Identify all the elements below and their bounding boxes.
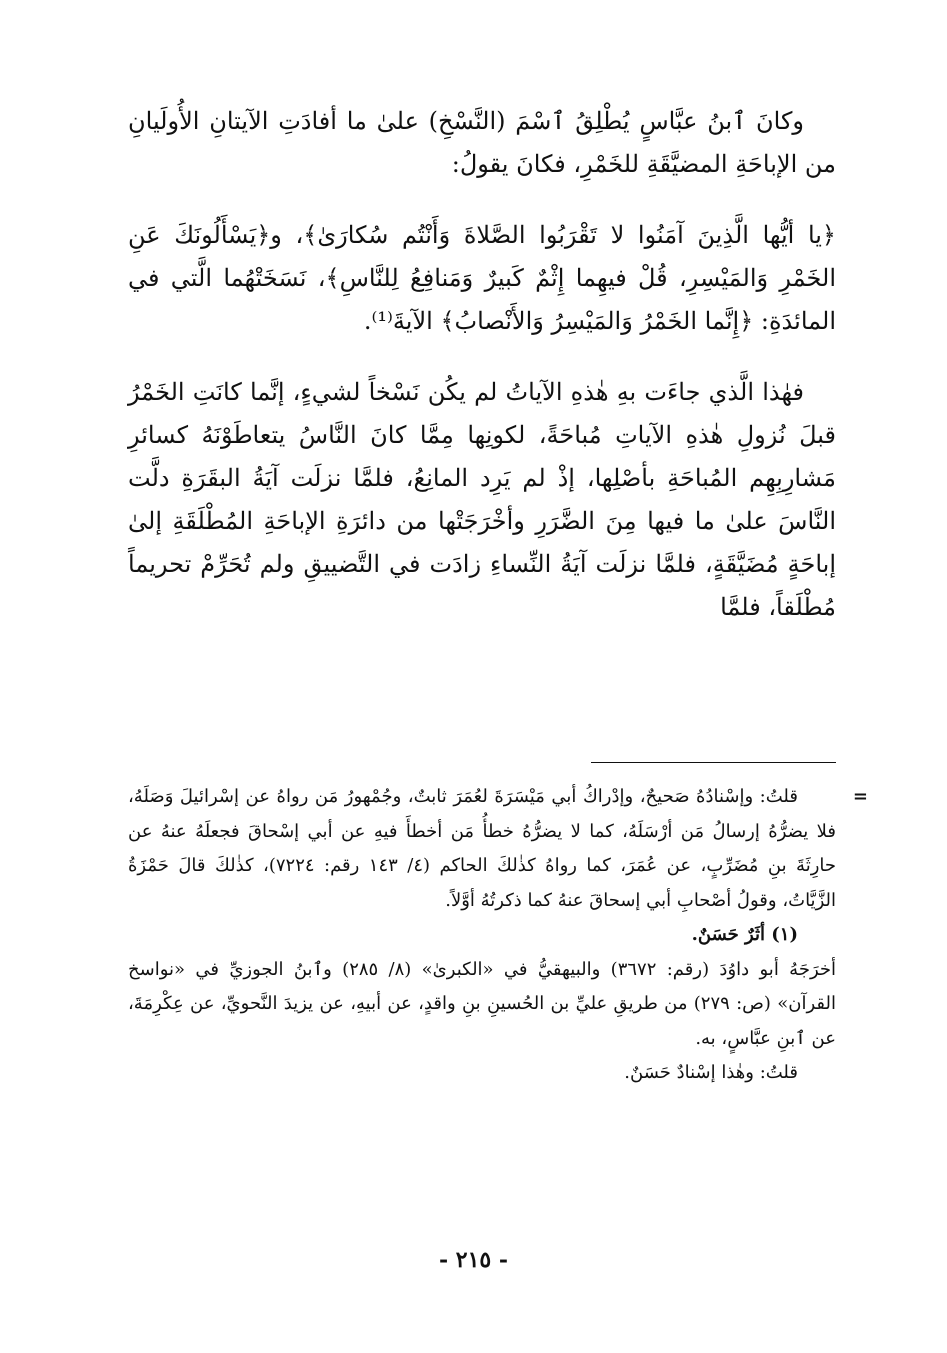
footnote-continued-note: قلتُ: وإسْنادُهُ صَحيحٌ، وإدْراكُ أبي مَيْسَرَةَ لعُمَرَ ثابتٌ، وجُمْهورُ مَن رواهُ عن إسْرائيلَ وَصَلَهُ، فلا يضرُّهُ إرسالُ مَن أرْسَلَهُ، كما لا يضرُّهُ خطأُ مَن أخطأَ فيهِ عن أبي إسْحاقَ فجعلَهُ عنهُ عن حارِثَةَ بنِ مُضَرِّبٍ، عن عُمَرَ، كما رواهُ كذٰلكَ الحاكم (٤/ ١٤٣ رقم: ٧٢٢٤)، كذٰلكَ قالَ حَمْزَةُ الزَّيَّاتُ، وقولُ أصْحابِ أبي إسحاقَ عنهُ كما ذكرتُهُ أوَّلاً. bbox=[128, 786, 837, 911]
footnote-continuation-mark: = bbox=[852, 786, 868, 807]
footnote-1-verdict: قلتُ: وهٰذا إسْنادٌ حَسَنٌ. bbox=[624, 1062, 798, 1083]
footnote-1-text: أخرَجَهُ أبو داوُدَ (رقم: ٣٦٧٢) والبيهقيُّ في «الكبرىٰ» (٨/ ٢٨٥) وٱبنُ الجوزيِّ في «نواسخ القرآن» (ص: ٢٧٩) من طريقِ عليِّ بن الحُسينِ بنِ واقدٍ، عن أبيهِ، عن يزيدَ النَّحويِّ، عن عِكْرِمَةَ، عن ٱبنِ عبَّاسٍ، به. bbox=[128, 958, 837, 1049]
footnotes-section bbox=[128, 780, 868, 1091]
paragraph-3: فهٰذا الَّذي جاءَت بهِ هٰذهِ الآياتُ لم يكُن نَسْخاً لشيءٍ، إنَّما كانَتِ الخَمْرُ قبلَ نُزولِ هٰذهِ الآياتِ مُباحَةً، لكونِها مِمَّا كانَ النَّاسُ يتعاطَوْنَهُ كسائرِ مَشارِبِهِم المُباحَةِ بأصْلِها، إذْ لم يَرِد المانِعُ، فلمَّا نزلَت آيَةُ البقَرَةِ دلَّت النَّاسَ علىٰ ما فيها مِنَ الضَّرَرِ وأخْرَجَتْها من دائرَةِ الإباحَةِ المُطْلَقَةِ إلىٰ إباحَةٍ مُضَيَّقَةٍ، فلمَّا نزلَت آيَةُ النِّساءِ زادَت في التَّضييقِ ولم تُحَرِّمْ تحريماً مُطْلَقاً، فلمَّا bbox=[128, 378, 836, 621]
footnote-1-heading: (١) أثَرٌ حَسَنٌ. bbox=[691, 924, 798, 945]
main-text bbox=[128, 100, 836, 629]
page-number: - ٢١٥ - bbox=[438, 1247, 509, 1273]
paragraph-2-quran-citation: ﴿يا أيُّها الَّذِينَ آمَنُوا لا تَقْرَبُوا الصَّلاةَ وَأَنْتُم سُكارَىٰ﴾، و﴿يَسْأَلُونَكَ عَنِ الخَمْرِ وَالمَيْسِرِ، قُلْ فيهِما إِثْمٌ كَبيرٌ وَمَنافِعُ لِلنَّاسِ﴾، نَسَخَتْهُما الَّتي في المائدَةِ: ﴿إِنَّما الخَمْرُ وَالمَيْسِرُ وَالأَنْصابُ﴾ الآيةَ⁽¹⁾. bbox=[128, 221, 836, 335]
paragraph-1: وكانَ ٱبنُ عبَّاسٍ يُطْلِقُ ٱسْمَ (النَّسْخِ) علىٰ ما أفادَتِ الآيتانِ الأُولَيانِ من الإباحَةِ المضيَّقَةِ للخَمْرِ، فكانَ يقولُ: bbox=[128, 107, 836, 178]
footnote-divider bbox=[591, 762, 836, 763]
